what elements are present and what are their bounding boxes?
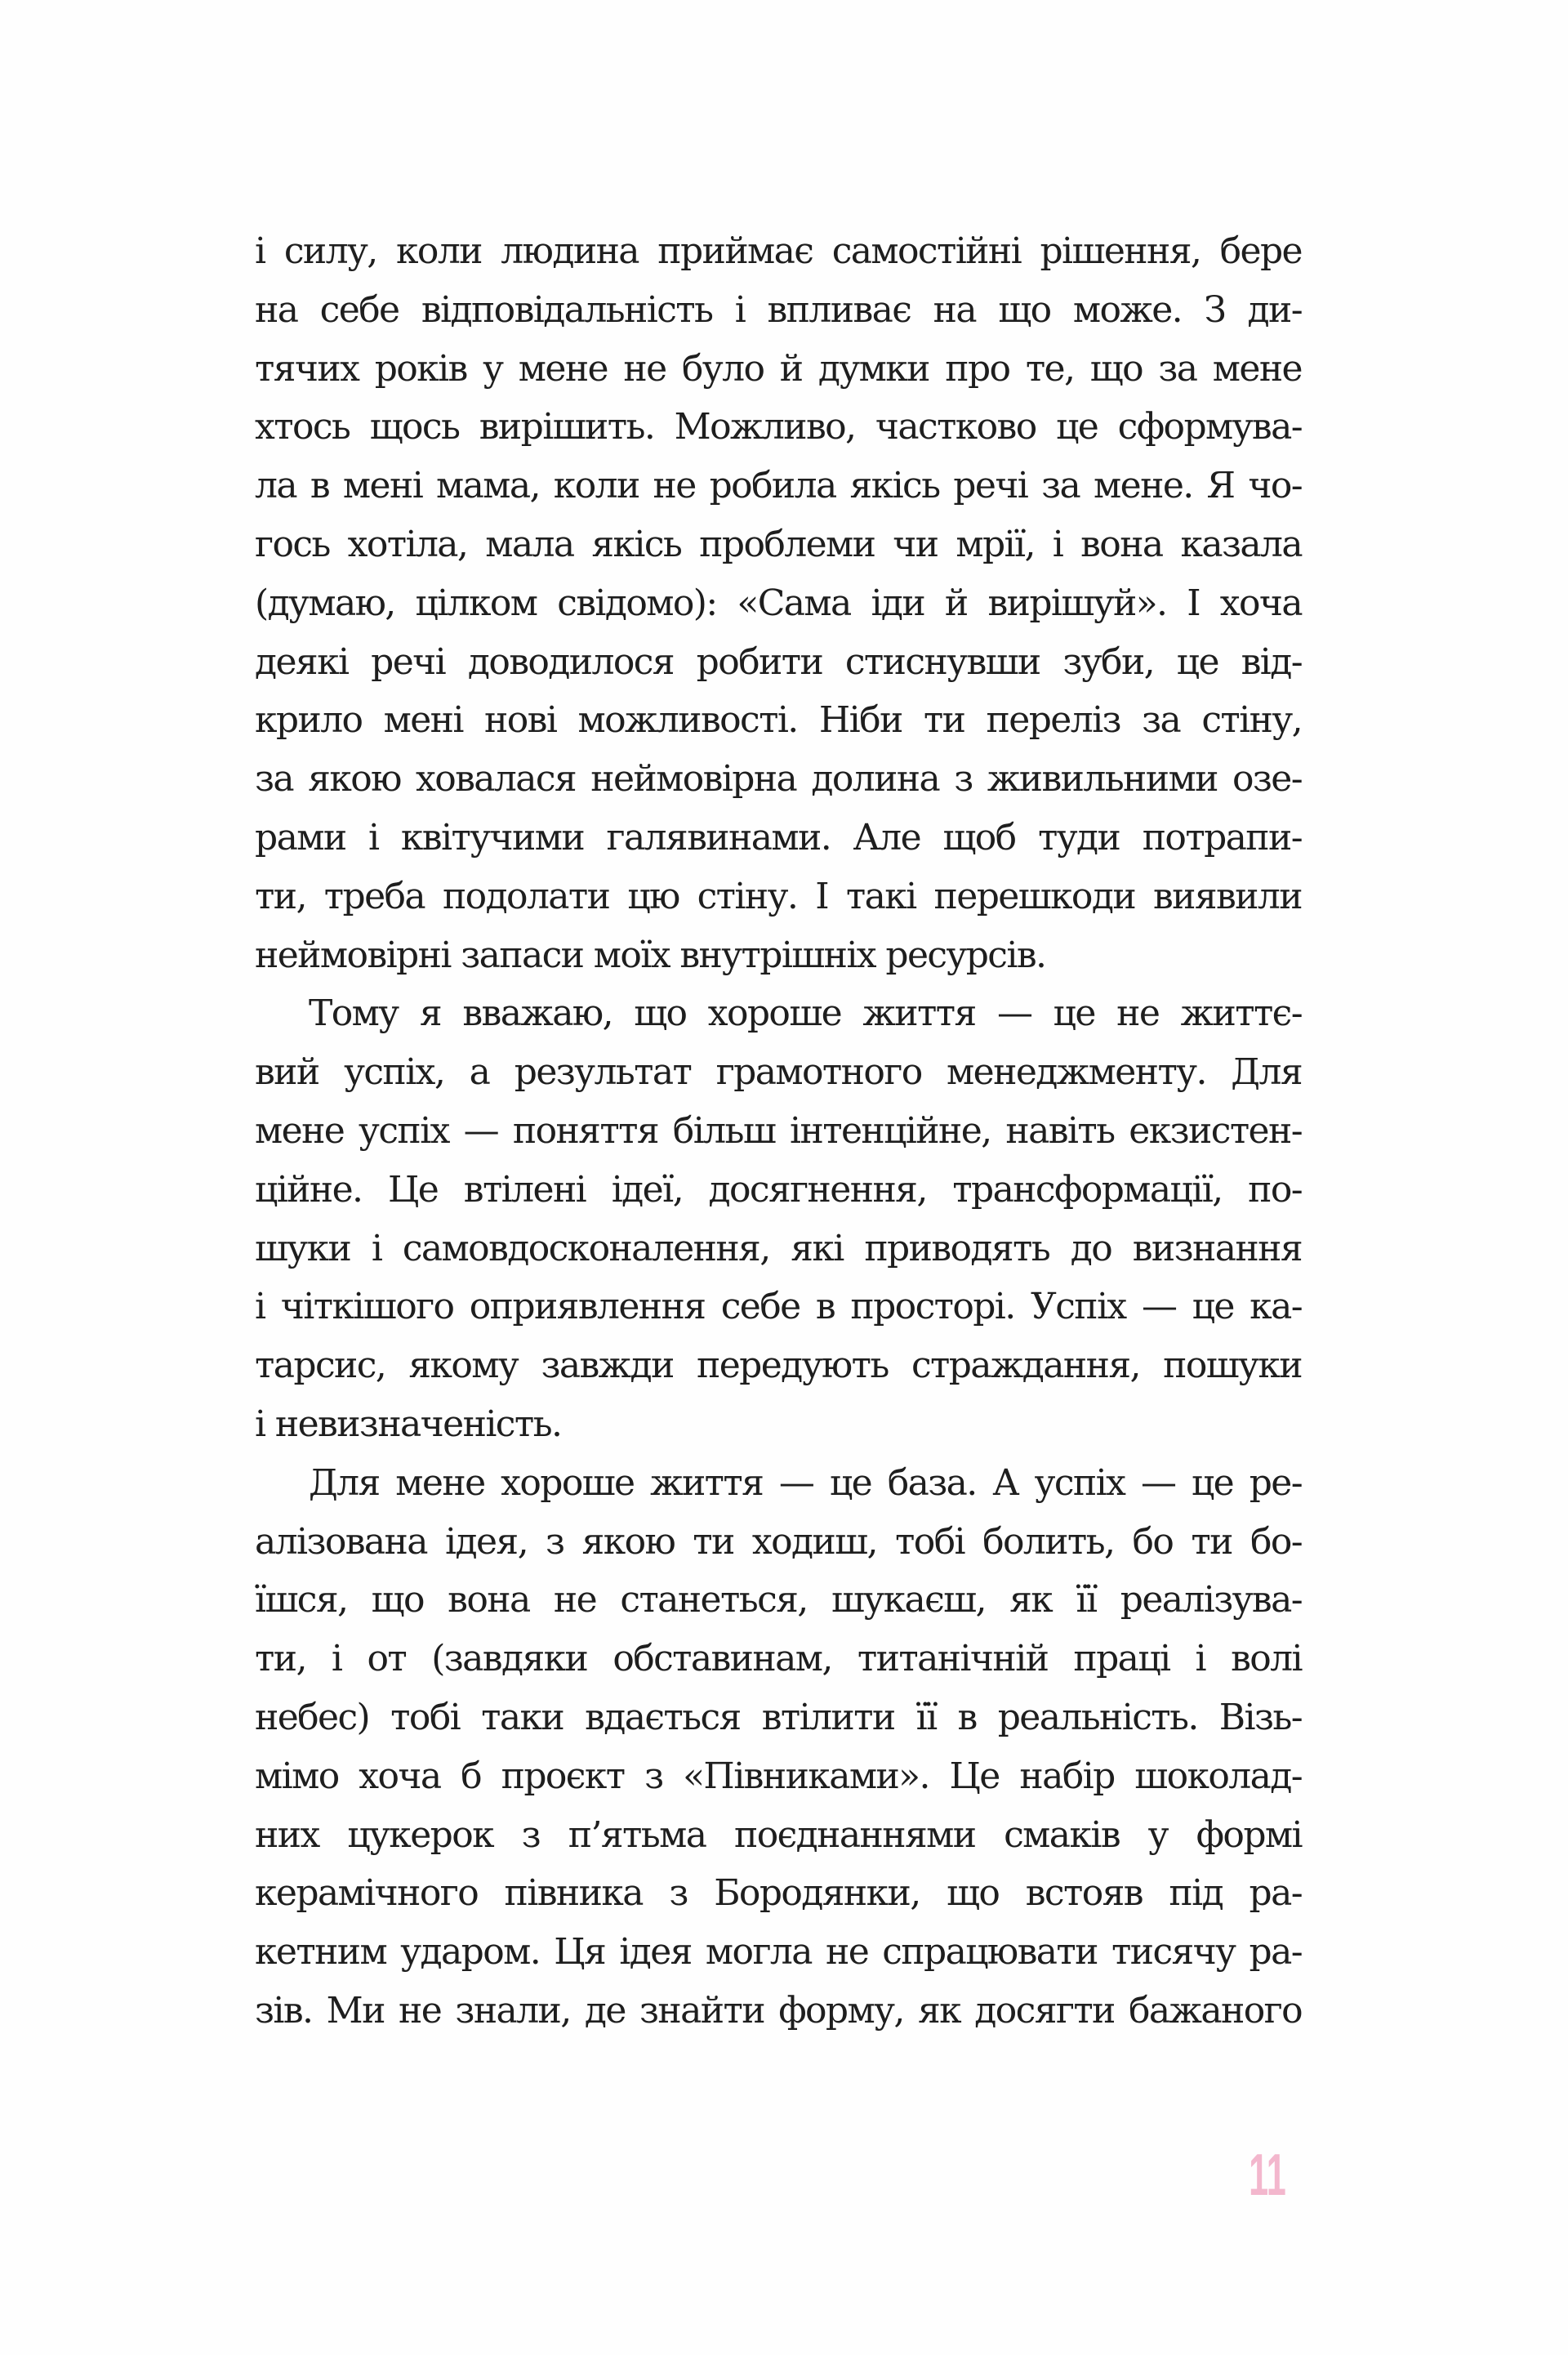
text-line: гось хотіла, мала якісь проблеми чи мрії, і вона казала — [255, 523, 1302, 565]
text-line: крило мені нові можливості. Ніби ти переліз за стіну, — [255, 699, 1302, 742]
text-line: зів. Ми не знали, де знайти форму, як досягти бажаного — [255, 1989, 1302, 2032]
paragraph-2 — [255, 984, 1302, 1453]
text-line: керамічного півника з Бородянки, що встояв під ра- — [255, 1872, 1302, 1915]
text-line: їшся, що вона не станеться, шукаєш, як її реалізува- — [255, 1579, 1302, 1621]
text-line: деякі речі доводилося робити стиснувши зуби, це від- — [255, 640, 1302, 683]
text-line: ти, і от (завдяки обставинам, титанічній праці і волі — [255, 1638, 1302, 1680]
text-line: ти, треба подолати цю стіну. І такі перешкоди виявили — [255, 875, 1302, 917]
text-line: рами і квітучими галявинами. Але щоб туди потрапи- — [255, 816, 1302, 859]
text-line: шуки і самовдосконалення, які приводять до визнання — [255, 1227, 1302, 1269]
page-number: 11 — [1249, 2143, 1286, 2208]
text-line: кетним ударом. Ця ідея могла не спрацювати тисячу ра- — [255, 1931, 1302, 1974]
text-line: небес) тобі таки вдається втілити її в реальність. Візь- — [255, 1696, 1302, 1738]
text-line: ла в мені мама, коли не робила якісь речі за мене. Я чо- — [255, 465, 1302, 507]
text-line: алізована ідея, з якою ти ходиш, тобі болить, бо ти бо- — [255, 1520, 1302, 1563]
paragraph-1 — [255, 222, 1302, 984]
body-text — [255, 222, 1302, 2041]
text-line: Для мене хороше життя — це база. А успіх — це ре- — [309, 1461, 1302, 1504]
text-line: тячих років у мене не було й думки про те, що за мене — [255, 347, 1302, 390]
text-line: за якою ховалася неймовірна долина з живильними озе- — [255, 758, 1302, 801]
text-line: вий успіх, а результат грамотного менеджменту. Для — [255, 1051, 1302, 1094]
text-line: хтось щось вирішить. Можливо, частково це сформува- — [255, 406, 1302, 448]
text-line: неймовірні запаси моїх внутрішніх ресурсів. — [255, 934, 1046, 976]
text-line: мене успіх — поняття більш інтенційне, навіть екзистен- — [255, 1109, 1302, 1152]
paragraph-3 — [255, 1454, 1302, 2041]
text-line: (думаю, цілком свідомо): «Сама іди й вирішуй». І хоча — [255, 582, 1302, 624]
text-line: мімо хоча б проєкт з «Півниками». Це набір шоколад- — [255, 1755, 1302, 1797]
text-line: них цукерок з п’ятьма поєднаннями смаків у формі — [255, 1813, 1302, 1856]
text-line: і невизначеність. — [255, 1403, 562, 1445]
text-line: і чіткішого оприявлення себе в просторі. Успіх — це ка- — [255, 1286, 1302, 1328]
text-line: ційне. Це втілені ідеї, досягнення, трансформації, по- — [255, 1168, 1302, 1211]
text-line: Тому я вважаю, що хороше життя — це не життє- — [309, 992, 1302, 1035]
text-line: тарсис, якому завжди передують страждання, пошуки — [255, 1345, 1302, 1387]
text-line: і силу, коли людина приймає самостійні рішення, бере — [255, 230, 1302, 272]
text-line: на себе відповідальність і впливає на що може. З ди- — [255, 288, 1302, 331]
